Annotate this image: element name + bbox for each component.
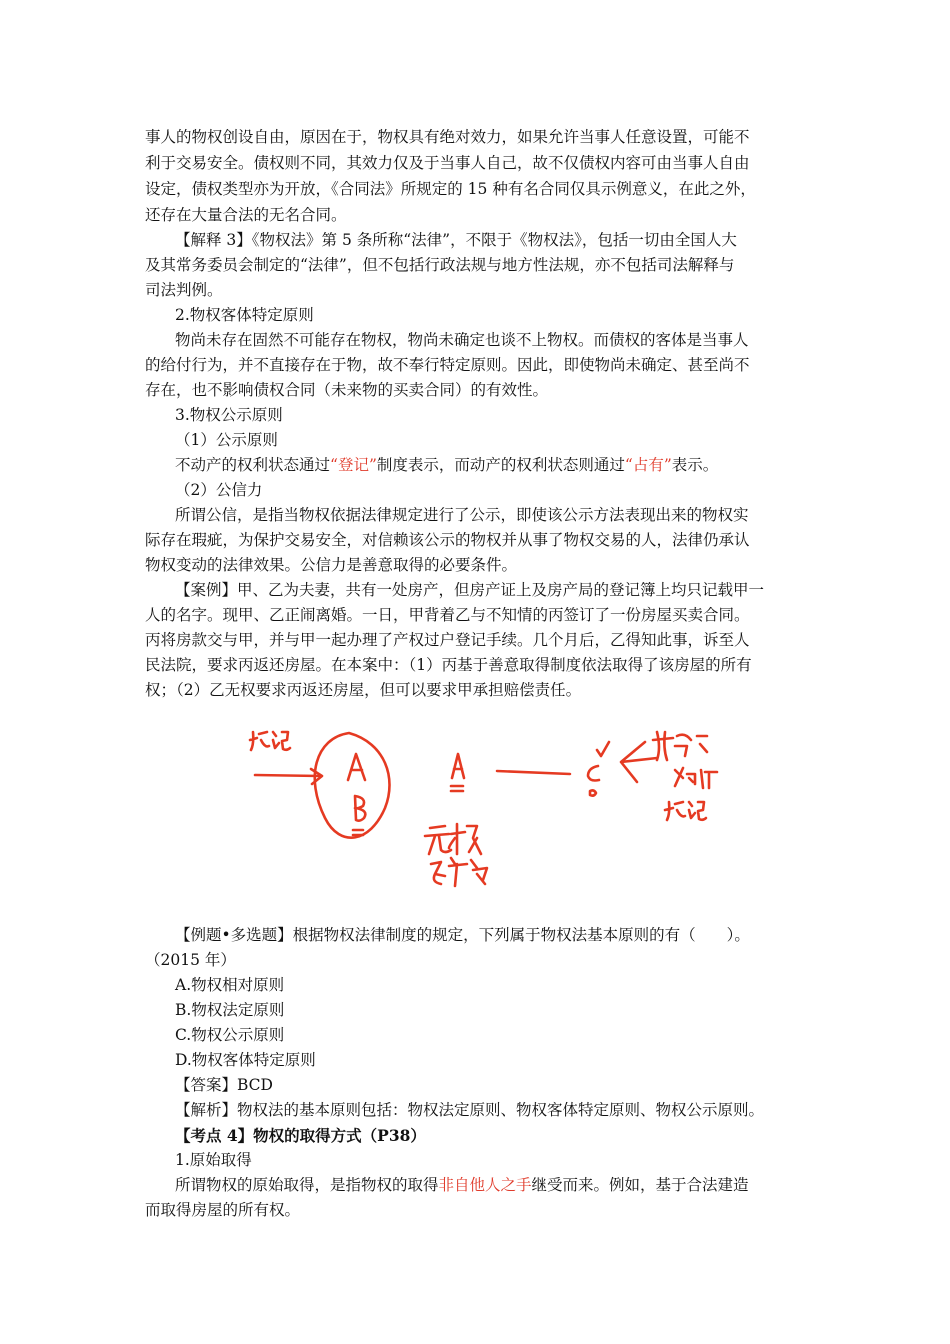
text: 表示。 (671, 456, 719, 474)
text: 丙将房款交与甲，并与甲一起办理了产权过户登记手续。几个月后，乙得知此事，诉至人 (145, 631, 750, 649)
text: 际存在瑕疵，为保护交易安全，对信赖该公示的物权并从事了物权交易的人，法律仍承认 (145, 531, 750, 549)
checkmark (597, 742, 609, 756)
option-b (175, 998, 810, 1023)
paragraph-line (175, 503, 810, 528)
answer-line (175, 1073, 810, 1098)
text: 利于交易安全。债权则不同，其效力仅及于当事人自己，故不仅债权内容可由当事人自由 (145, 154, 750, 172)
explanation-line (145, 253, 810, 278)
paragraph-line (145, 177, 810, 202)
paragraph-line (145, 353, 810, 378)
text: （2015 年） (145, 951, 236, 969)
text: 人的名字。现甲、乙正闹离婚。一日，甲背着乙与不知情的丙签订了一份房屋买卖合同。 (145, 606, 750, 624)
ellipse (315, 733, 390, 838)
text: 【解释 3】《物权法》第 5 条所称“法律”，不限于《物权法》，包括一切由全国人大 (175, 231, 737, 249)
option-d (175, 1048, 810, 1073)
text: 的给付行为，并不直接存在于物，故不奉行特定原则。因此，即使物尚未确定、甚至尚不 (145, 356, 750, 374)
paragraph-line (145, 151, 810, 176)
explanation-line (145, 278, 810, 303)
letter-a-equals (451, 754, 464, 791)
dash-line (497, 771, 570, 774)
section-heading (175, 303, 810, 328)
sub-heading (175, 478, 810, 503)
letter-b (355, 796, 365, 821)
handwriting-dengji (665, 802, 706, 820)
text: 而取得房屋的所有权。 (145, 1201, 301, 1219)
text: 不动产的权利状态通过 (175, 456, 331, 474)
text: （2）公信力 (175, 481, 263, 499)
option-a (175, 973, 810, 998)
text: 物尚未存在固然不可能存在物权，物尚未确定也谈不上物权。而债权的客体是当事人 (175, 331, 749, 349)
paragraph-line (145, 125, 810, 150)
case-line (145, 678, 810, 703)
handwriting-shanyi (653, 732, 707, 760)
text: 设定，债权类型亦为开放，《合同法》所规定的 15 种有名合同仅具示例意义，在此之外， (145, 180, 756, 198)
paragraph-line (145, 1198, 810, 1223)
case-line (145, 653, 810, 678)
branch-lines (621, 742, 657, 782)
text: 所谓公信，是指当物权依据法律规定进行了公示，即使该公示方法表现出来的物权实 (175, 506, 749, 524)
analysis-line (175, 1098, 810, 1123)
case-line (145, 628, 810, 653)
sub-heading (175, 428, 810, 453)
highlight-text: 非自他人之手 (438, 1176, 532, 1194)
text: （1）公示原则 (175, 431, 278, 449)
question-line (145, 948, 810, 973)
paragraph-line (145, 528, 810, 553)
text: 继受而来。例如，基于合法建造 (531, 1176, 749, 1194)
text: 及其常务委员会制定的“法律”，但不包括行政法规与地方性法规，亦不包括司法解释与 (145, 256, 735, 274)
text: 【考点 4】物权的取得方式（P38） (175, 1126, 426, 1145)
text: 3.物权公示原则 (175, 406, 283, 424)
highlight-text: “登记” (330, 456, 377, 474)
handwriting-dengji (250, 732, 290, 750)
paragraph-line (145, 553, 810, 578)
letter-c-dot (588, 766, 599, 796)
text: 制度表示，而动产的权利状态则通过 (376, 456, 625, 474)
case-line (145, 603, 810, 628)
text: D.物权客体特定原则 (175, 1051, 316, 1069)
paragraph-line (145, 378, 810, 403)
section-heading (175, 403, 810, 428)
explanation-line (175, 228, 810, 253)
text: 民法院，要求丙返还房屋。在本案中：（1）丙基于善意取得制度依法取得了该房屋的所有 (145, 656, 752, 674)
text: 1.原始取得 (175, 1151, 252, 1169)
handwritten-sketch-image (245, 718, 735, 888)
highlight-text: “占有” (624, 456, 672, 474)
text: 权；（2）乙无权要求丙返还房屋，但可以要求甲承担赔偿责任。 (145, 681, 582, 699)
text: 2.物权客体特定原则 (175, 306, 314, 324)
question-line (175, 923, 810, 948)
text: C.物权公示原则 (175, 1026, 285, 1044)
text: 所谓物权的原始取得，是指物权的取得 (175, 1176, 439, 1194)
text: A.物权相对原则 (175, 976, 285, 994)
paragraph-line (175, 1173, 810, 1198)
paragraph-line (145, 203, 810, 228)
text: 事人的物权创设自由，原因在于，物权具有绝对效力，如果允许当事人任意设置，可能不 (145, 128, 750, 146)
handwriting-wuquan (425, 824, 481, 854)
text: 还存在大量合法的无名合同。 (145, 206, 347, 224)
text: 【例题•多选题】根据物权法律制度的规定，下列属于物权法基本原则的有（ ）。 (175, 926, 750, 944)
text: 【案例】甲、乙为夫妻，共有一处房产，但房产证上及房产局的登记簿上均只记载甲一 (175, 581, 765, 599)
arrow-line (255, 775, 320, 776)
equals-sign (353, 830, 363, 835)
paragraph-line (175, 453, 810, 478)
text: 【解析】物权法的基本原则包括：物权法定原则、物权客体特定原则、物权公示原则。 (175, 1101, 765, 1119)
handwriting-chufen (431, 858, 487, 886)
sub-heading (175, 1148, 810, 1173)
topic-heading (175, 1123, 810, 1148)
text: 【答案】BCD (175, 1076, 273, 1094)
text: 存在，也不影响债权合同（未来物的买卖合同）的有效性。 (145, 381, 549, 399)
case-line (175, 578, 810, 603)
text: 物权变动的法律效果。公信力是善意取得的必要条件。 (145, 556, 518, 574)
text: 司法判例。 (145, 281, 223, 299)
handwriting-duijia (675, 768, 717, 788)
option-c (175, 1023, 810, 1048)
paragraph-line (175, 328, 810, 353)
letter-a (348, 754, 365, 780)
text: B.物权法定原则 (175, 1001, 285, 1019)
